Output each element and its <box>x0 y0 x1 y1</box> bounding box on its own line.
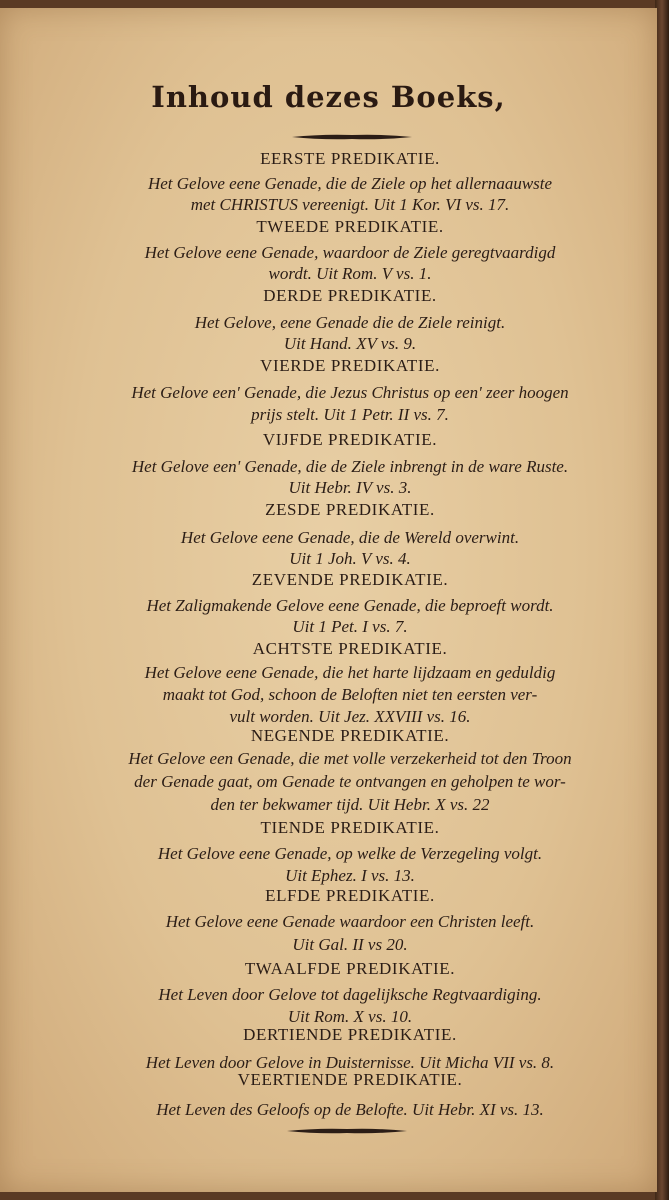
sermon-text: Het Leven des Geloofs op de Belofte. Uit Hebr. XI vs. 13. <box>156 1100 544 1119</box>
sermon-heading: TIENDE PREDIKATIE. <box>260 818 440 837</box>
sermon-heading: ZESDE PREDIKATIE. <box>265 500 435 519</box>
ornament-rule-bottom <box>287 1128 407 1134</box>
sermon-heading: DERDE PREDIKATIE. <box>263 286 437 305</box>
sermon-text: Het Leven door Gelove in Duisternisse. Uit Micha VII vs. 8. <box>145 1053 555 1072</box>
sermon-text: Het Gelove eene Genade, waardoor de Ziele geregtvaardigd <box>144 243 556 262</box>
sermon-text: der Genade gaat, om Genade te ontvangen en geholpen te wor- <box>134 772 566 791</box>
sermon-heading: DERTIENDE PREDIKATIE. <box>243 1025 457 1044</box>
page-title: Inhoud dezes Boeks, <box>151 80 506 114</box>
sermon-text: Uit Gal. II vs 20. <box>292 935 408 954</box>
sermon-text: Uit Hebr. IV vs. 3. <box>288 478 412 497</box>
sermon-heading: VEERTIENDE PREDIKATIE. <box>237 1070 463 1089</box>
sermon-text: Het Gelove eene Genade, die de Ziele op het allernaauwste <box>147 174 553 193</box>
sermon-text: wordt. Uit Rom. V vs. 1. <box>268 264 432 283</box>
sermon-text: Het Leven door Gelove tot dagelijksche Regtvaardiging. <box>158 985 542 1004</box>
book-spine <box>655 0 669 1200</box>
sermon-text: Uit Rom. X vs. 10. <box>287 1007 413 1026</box>
sermon-text: Uit Hand. XV vs. 9. <box>283 334 417 353</box>
sermon-text: Uit 1 Joh. V vs. 4. <box>289 549 411 568</box>
sermon-text: den ter bekwamer tijd. Uit Hebr. X vs. 22 <box>210 795 490 814</box>
sermon-text: Het Gelove eene Genade, die het harte lijdzaam en geduldig <box>144 663 556 682</box>
sermon-text: Het Zaligmakende Gelove eene Genade, die beproeft wordt. <box>146 596 554 615</box>
sermon-heading: TWEEDE PREDIKATIE. <box>256 217 444 236</box>
sermon-heading: ELFDE PREDIKATIE. <box>265 886 435 905</box>
book-page <box>0 8 657 1192</box>
sermon-text: Het Gelove een' Genade, die de Ziele inbrengt in de ware Ruste. <box>131 457 569 476</box>
sermon-text: Het Gelove eene Genade, op welke de Verzegeling volgt. <box>157 844 543 863</box>
sermon-heading: EERSTE PREDIKATIE. <box>260 149 440 168</box>
sermon-text: maakt tot God, schoon de Beloften niet ten eersten ver- <box>162 685 538 704</box>
sermon-heading: ZEVENDE PREDIKATIE. <box>251 570 449 589</box>
sermon-heading: VIERDE PREDIKATIE. <box>260 356 440 375</box>
sermon-text: met CHRISTUS vereenigt. Uit 1 Kor. VI vs. 17. <box>190 195 510 214</box>
sermon-heading: VIJFDE PREDIKATIE. <box>262 430 438 449</box>
sermon-text: Het Gelove een' Genade, die Jezus Christus op een' zeer hoogen <box>131 383 569 402</box>
sermon-text: prijs stelt. Uit 1 Petr. II vs. 7. <box>251 405 449 424</box>
sermon-text: Het Gelove eene Genade waardoor een Christen leeft. <box>165 912 535 931</box>
sermon-text: vult worden. Uit Jez. XXVIII vs. 16. <box>229 707 471 726</box>
sermon-text: Uit 1 Pet. I vs. 7. <box>292 617 408 636</box>
ornament-rule-top <box>292 134 412 140</box>
sermon-heading: TWAALFDE PREDIKATIE. <box>244 959 456 978</box>
sermon-text: Uit Ephez. I vs. 13. <box>285 866 415 885</box>
sermon-text: Het Gelove eene Genade, die de Wereld overwint. <box>180 528 520 547</box>
sermon-text: Het Gelove, eene Genade die de Ziele reinigt. <box>194 313 506 332</box>
sermon-heading: NEGENDE PREDIKATIE. <box>250 726 450 745</box>
sermon-heading: ACHTSTE PREDIKATIE. <box>252 639 448 658</box>
sermon-text: Het Gelove een Genade, die met volle verzekerheid tot den Troon <box>128 749 572 768</box>
